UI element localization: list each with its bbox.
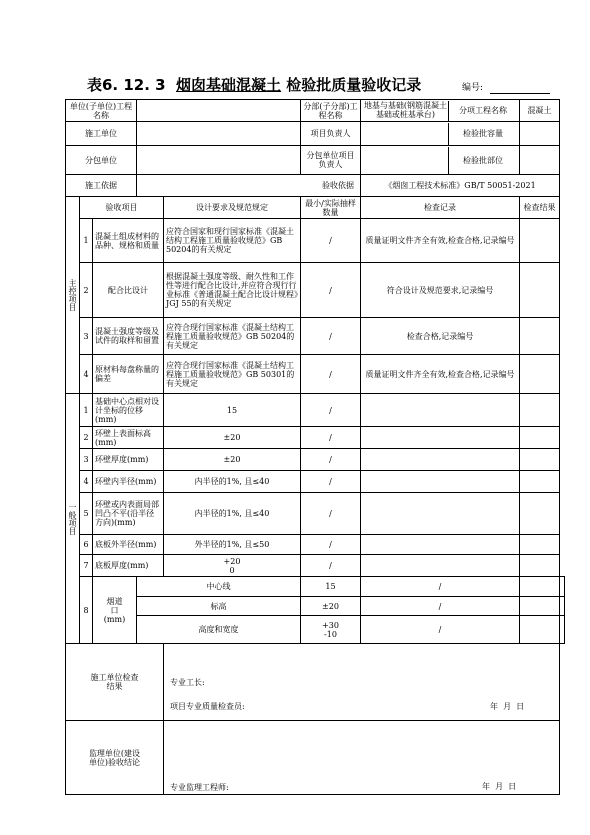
row-sample[interactable]: / [301,471,361,493]
supervision-date: 年 月 日 [482,782,517,791]
row-req: 应符合国家和现行国家标准《混凝土结构工程施工质量验收规范》GB 50204的有关规定 [164,219,301,263]
row-result[interactable] [520,449,560,471]
row-sample[interactable]: / [301,263,361,318]
col-result: 检查结果 [520,197,560,219]
item-label: 分项工程名称 [459,105,507,115]
sub-value[interactable] [361,100,520,122]
row-no: 5 [80,493,93,535]
row-sample[interactable]: / [301,318,361,355]
row-item: 环壁内半径(mm) [93,471,164,493]
row-item: 基础中心点相对设计坐标的位移(mm) [93,394,164,427]
pm-label: 项目负责人 [301,122,361,146]
row-sample[interactable]: / [361,616,520,644]
title-name: 烟囱基础混凝土 [176,76,282,94]
row-record[interactable] [361,555,520,577]
row-no: 6 [80,535,93,555]
subcontractor-value[interactable] [137,146,301,175]
row-no: 7 [80,555,93,577]
row-record[interactable] [520,577,560,597]
flue-label: 烟道口(mm) [103,596,126,624]
row-req: ±20 [164,427,301,449]
table-row [66,577,565,597]
document-title [0,74,590,96]
table-row [66,555,565,577]
row-no: 1 [80,219,93,263]
row-req: +20 0 [164,555,301,577]
title-text [87,74,421,95]
row-sample[interactable]: / [301,535,361,555]
row-result[interactable] [520,263,560,318]
row-req: ±20 [164,449,301,471]
capacity-value[interactable] [520,122,560,146]
row-result[interactable] [520,219,560,263]
row-req: +30 -10 [301,616,361,644]
location-label: 检验批部位 [463,155,503,165]
row-item: 环壁或内表面局部凹凸不平(沿半径方向)(mm) [93,493,164,535]
row-item: 底板厚度(mm) [93,555,164,577]
row-req: 内半径的1%, 且≤40 [164,493,301,535]
row-sample[interactable]: / [301,355,361,394]
row-item: 底板外半径(mm) [93,535,164,555]
table-row [66,535,565,555]
construction-check-label-text: 施工单位检查结果 [90,673,139,691]
row-item: 原材料每盘称量的偏差 [93,355,164,394]
sub-pm-value[interactable] [361,146,520,175]
code-field[interactable] [490,93,550,94]
row-req: 外半径的1%, 且≤50 [164,535,301,555]
general-label: 一般项目 [66,394,80,644]
row-item: 高度和宽度 [137,616,301,644]
row-item: 配合比设计 [93,263,164,318]
row-result[interactable] [520,555,560,577]
row-item: 混凝土组成材料的品种、规格和质量 [93,219,164,263]
row-record[interactable] [361,449,520,471]
row-sample[interactable]: / [301,394,361,427]
unit-value[interactable] [137,100,301,122]
construction-check-label [66,644,164,721]
row-no: 1 [80,394,93,427]
row-record[interactable] [361,471,520,493]
row-result[interactable] [520,471,560,493]
table-row [66,427,565,449]
table-row [66,263,565,318]
col-req: 设计要求及规范规定 [164,197,301,219]
table-row [66,394,565,427]
capacity-label: 检验批容量 [463,128,503,138]
row-record[interactable]: 检查合格,记录编号 [361,318,520,355]
row-result[interactable] [520,493,560,535]
inspection-table [65,99,565,795]
row-no: 4 [80,355,93,394]
row-record[interactable]: 质量证明文件齐全有效,检查合格,记录编号 [361,355,520,394]
table-row [66,616,565,644]
table-row [66,355,565,394]
row-record[interactable] [520,616,560,644]
row-result[interactable] [560,616,565,644]
inspector-label: 项目专业质量检查员: [170,702,245,711]
row-no: 3 [80,449,93,471]
row-req: 15 [301,577,361,597]
supervision-check-row [66,721,565,795]
row-result[interactable] [560,597,565,616]
row-req: 应符合现行国家标准《混凝土结构工程施工质量验收规范》GB 50301的有关规定 [164,355,301,394]
item-value[interactable]: 混凝土 [520,100,560,122]
title-prefix: 表6. 12. 3 [87,76,166,94]
row-no: 2 [80,427,93,449]
engineer-label: 专业监理工程师: [170,783,229,792]
code-label: 编号: [462,83,484,93]
row-no: 3 [80,318,93,355]
row-item: 混凝土强度等级及试件的取样和留置 [93,318,164,355]
supervision-check-area[interactable] [164,721,560,795]
row-record[interactable] [361,493,520,535]
flue-label-cell [93,577,137,644]
row-req: 内半径的1%, 且≤40 [164,471,301,493]
table-row [66,318,565,355]
row-record[interactable]: 质量证明文件齐全有效,检查合格,记录编号 [361,219,520,263]
row-record[interactable]: 符合设计及规范要求,记录编号 [361,263,520,318]
construction-date: 年 月 日 [490,702,525,711]
row-req: 应符合现行国家标准《混凝土结构工程施工质量验收规范》GB 50204的有关规定 [164,318,301,355]
row-item: 标高 [137,597,301,616]
main-control-label: 主控项目 [66,197,80,394]
row-record[interactable] [361,427,520,449]
row-result[interactable] [520,318,560,355]
table-row [66,471,565,493]
row-result[interactable] [520,535,560,555]
basis-label: 施工依据 [66,175,137,197]
foreman-label: 专业工长: [170,678,205,687]
row-req: ±20 [301,597,361,616]
table-row [66,597,565,616]
supervision-check-label-text: 监理单位(建设单位)验收结论 [88,748,141,767]
row-record[interactable] [361,535,520,555]
row-item: 环壁厚度(mm) [93,449,164,471]
pm-value[interactable] [361,122,520,146]
row-sample[interactable]: / [361,577,520,597]
row-sample[interactable]: / [301,427,361,449]
row-sample[interactable]: / [361,597,520,616]
row-sample[interactable]: / [301,449,361,471]
row-result[interactable] [520,355,560,394]
unit-label: 单位(子单位)工程名称 [66,100,137,122]
accept-basis-value: 《烟囱工程技术标准》GB/T 50051-2021 [361,175,560,197]
row-req: 15 [164,394,301,427]
row-record[interactable] [361,394,520,427]
sub-pm-label: 分包单位项目负责人 [301,146,361,175]
location-value[interactable] [520,146,560,175]
row-no: 8 [80,577,93,644]
contractor-value[interactable] [137,122,301,146]
table-row [66,449,565,471]
row-sample[interactable]: / [301,555,361,577]
row-sample[interactable]: / [301,219,361,263]
subcontractor-label: 分包单位 [66,146,137,175]
row-item: 环壁上表面标高(mm) [93,427,164,449]
supervision-check-label [66,721,164,795]
col-sample: 最小/实际抽样数量 [301,197,361,219]
sub-label: 分部(子分部)工程名称 [301,100,361,122]
sub-value-text: 地基与基础(钢筋混凝土基础或桩基承台) [363,100,448,119]
row-req: 根据混凝土强度等级、耐久性和工作性等进行配合比设计,并应符合现行行业标准《普通混凝土配合比设计规程》JGJ 55的有关规定 [164,263,301,318]
contractor-label: 施工单位 [66,122,137,146]
accept-basis-label: 验收依据 [322,181,354,190]
col-item: 验收项目 [80,197,164,219]
row-result[interactable] [520,394,560,427]
construction-check-row [66,644,565,721]
table-row [66,493,565,535]
row-result[interactable] [560,577,565,597]
table-row [66,219,565,263]
row-sample[interactable]: / [301,493,361,535]
title-suffix: 检验批质量验收记录 [286,76,422,94]
row-result[interactable] [520,427,560,449]
row-no: 4 [80,471,93,493]
basis-value[interactable] [137,175,361,197]
col-record: 检查记录 [361,197,520,219]
row-no: 2 [80,263,93,318]
row-record[interactable] [520,597,560,616]
row-item: 中心线 [137,577,301,597]
construction-check-area[interactable] [164,644,560,721]
